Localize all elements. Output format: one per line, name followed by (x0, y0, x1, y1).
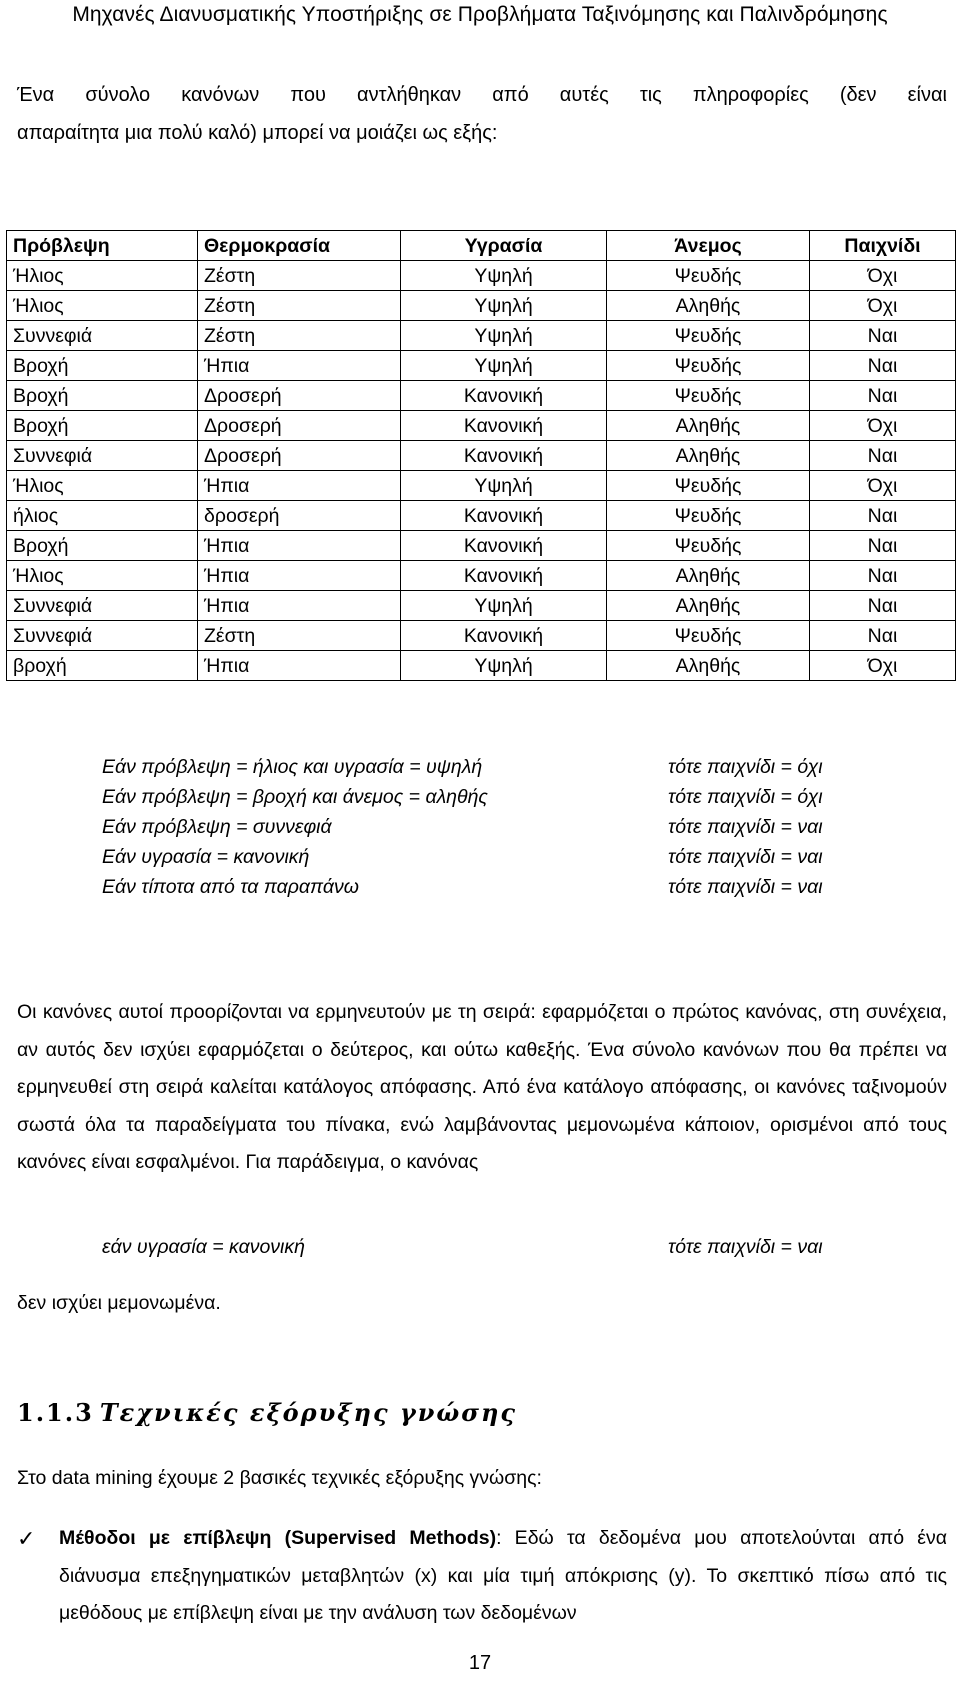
table-cell: Κανονική (401, 621, 607, 651)
bullet-text (59, 1520, 947, 1633)
bullet-lead: Μέθοδοι με επίβλεψη (Supervised Methods) (59, 1527, 497, 1549)
table-cell: Συννεφιά (7, 441, 198, 471)
checkmark-icon: ✓ (17, 1526, 36, 1551)
rule (102, 782, 862, 812)
table-row (7, 561, 956, 591)
table-cell: Ήλιος (7, 261, 198, 291)
table-cell: Υψηλή (401, 261, 607, 291)
table-cell: Βροχή (7, 351, 198, 381)
rule-condition: Εάν υγρασία = κανονική (102, 846, 310, 868)
table-cell: Ψευδής (607, 381, 810, 411)
table-cell: Ναι (810, 621, 956, 651)
table-cell: Αληθής (607, 561, 810, 591)
column-header: Παιχνίδι (810, 231, 956, 261)
table-cell: Υψηλή (401, 351, 607, 381)
table-row (7, 471, 956, 501)
page-header: Μηχανές Διανυσματικής Υποστήριξης σε Προβλήματα Ταξινόμησης και Παλινδρόμησης (72, 3, 888, 26)
rule-list (102, 752, 862, 902)
section-intro: Στο data mining έχουμε 2 βασικές τεχνικές εξόρυξης γνώσης: (17, 1467, 542, 1489)
table-row (7, 441, 956, 471)
table-row (7, 621, 956, 651)
rule-result: τότε παιχνίδι = ναι (668, 846, 823, 868)
rule-condition: Εάν πρόβλεψη = συννεφιά (102, 816, 332, 838)
table-cell: Υψηλή (401, 321, 607, 351)
table-cell: Ζέστη (198, 321, 401, 351)
table-cell: Αληθής (607, 411, 810, 441)
table-cell: Ζέστη (198, 621, 401, 651)
table-cell: Ήλιος (7, 561, 198, 591)
table-row (7, 411, 956, 441)
table-cell: Ήπια (198, 471, 401, 501)
table-cell: Κανονική (401, 411, 607, 441)
table-cell: Ναι (810, 531, 956, 561)
table-cell: Ήπια (198, 531, 401, 561)
table-cell: Υψηλή (401, 471, 607, 501)
rule-condition: Εάν πρόβλεψη = ήλιος και υγρασία = υψηλή (102, 756, 483, 778)
rule (102, 842, 862, 872)
table-cell: Ήλιος (7, 291, 198, 321)
column-header: Άνεμος (607, 231, 810, 261)
table-cell: Συννεφιά (7, 321, 198, 351)
table-cell: Συννεφιά (7, 621, 198, 651)
table-cell: Βροχή (7, 381, 198, 411)
table-cell: Ναι (810, 591, 956, 621)
example-note: δεν ισχύει μεμονωμένα. (17, 1292, 221, 1314)
weather-data-table (6, 230, 956, 681)
rule (102, 752, 862, 782)
table-cell: Ψευδής (607, 531, 810, 561)
table-cell: Ναι (810, 381, 956, 411)
table-header-row (7, 231, 956, 261)
table-cell: Βροχή (7, 411, 198, 441)
rule-result: τότε παιχνίδι = όχι (668, 786, 823, 808)
table-row (7, 351, 956, 381)
bullet-item (17, 1520, 947, 1633)
table-row (7, 591, 956, 621)
table-cell: Ναι (810, 501, 956, 531)
table-cell: Όχι (810, 261, 956, 291)
rule-condition: Εάν πρόβλεψη = βροχή και άνεμος = αληθής (102, 786, 488, 808)
table-cell: Δροσερή (198, 381, 401, 411)
table-cell: Υψηλή (401, 651, 607, 681)
explanation-paragraph: Οι κανόνες αυτοί προορίζονται να ερμηνευτούν με τη σειρά: εφαρμόζεται ο πρώτος κανόνας, στη συνέχεια, αν αυτός δεν ισχύει εφαρμόζεται ο δεύτερος, και ούτω καθεξής. Ένα σύνολο κανόνων που θα πρέπει να ερμηνευθεί στη σειρά καλείται κατάλογος απόφασης. Από ένα κατάλογο απόφασης, οι κανόνες ταξινομούν σωστά όλα τα παραδείγματα του πίνακα, ενώ λαμβάνοντας μεμονωμένα κάποιον, ορισμένοι από τους κανόνες είναι εσφαλμένοι. Για παράδειγμα, ο κανόνας (17, 1001, 947, 1174)
table-cell: Ψευδής (607, 261, 810, 291)
table-cell: δροσερή (198, 501, 401, 531)
table-cell: Ήπια (198, 351, 401, 381)
table-cell: Ψευδής (607, 351, 810, 381)
table-cell: Κανονική (401, 381, 607, 411)
example-rule (102, 1232, 862, 1262)
rule-result: τότε παιχνίδι = ναι (668, 876, 823, 898)
rule (102, 872, 862, 902)
intro-line-2: απαραίτητα μια πολύ καλό) μπορεί να μοιάζει ως εξής: (17, 122, 498, 144)
table-cell: Όχι (810, 411, 956, 441)
table-row (7, 321, 956, 351)
table-cell: Ήπια (198, 651, 401, 681)
table-cell: Ήπια (198, 591, 401, 621)
table-cell: Ναι (810, 351, 956, 381)
section-heading (17, 1398, 517, 1427)
intro-line-1: Ένα σύνολο κανόνων που αντλήθηκαν από αυτές τις πληροφορίες (δεν είναι (17, 84, 947, 106)
table-cell: Ζέστη (198, 291, 401, 321)
table-row (7, 501, 956, 531)
table-cell: Υψηλή (401, 591, 607, 621)
section-number: 1.1.3 (17, 1398, 94, 1427)
example-condition: εάν υγρασία = κανονική (102, 1236, 305, 1258)
table-cell: βροχή (7, 651, 198, 681)
table-cell: Όχι (810, 471, 956, 501)
rule-result: τότε παιχνίδι = όχι (668, 756, 823, 778)
rule-result: τότε παιχνίδι = ναι (668, 816, 823, 838)
table-cell: Ήλιος (7, 471, 198, 501)
table-cell: Κανονική (401, 561, 607, 591)
table-cell: Υψηλή (401, 291, 607, 321)
table-row (7, 291, 956, 321)
table-row (7, 531, 956, 561)
table-cell: Ψευδής (607, 501, 810, 531)
table-cell: Κανονική (401, 441, 607, 471)
table-cell: Αληθής (607, 441, 810, 471)
table-cell: Ψευδής (607, 621, 810, 651)
table-cell: Δροσερή (198, 411, 401, 441)
table-cell: Ναι (810, 561, 956, 591)
bullet-body: : Εδώ τα δεδομένα μου αποτελούνται από ένα διάνυσμα επεξηγηματικών μεταβλητών (x) και μία τιμή απόκρισης (y). Το σκεπτικό πίσω από τις μεθόδους με επίβλεψη είναι με την ανάλυση των δεδομένων (59, 1527, 947, 1625)
column-header: Θερμοκρασία (198, 231, 401, 261)
table-cell: Ναι (810, 321, 956, 351)
rule-condition: Εάν τίποτα από τα παραπάνω (102, 876, 359, 898)
table-cell: Αληθής (607, 591, 810, 621)
table-cell: Ζέστη (198, 261, 401, 291)
table-cell: Όχι (810, 651, 956, 681)
table-row (7, 651, 956, 681)
table-cell: Κανονική (401, 531, 607, 561)
section-title: Τεχνικές εξόρυξης γνώσης (99, 1398, 518, 1427)
example-result: τότε παιχνίδι = ναι (668, 1236, 823, 1258)
table-row (7, 261, 956, 291)
table-cell: Ναι (810, 441, 956, 471)
table-row (7, 381, 956, 411)
table-cell: Όχι (810, 291, 956, 321)
table-cell: Δροσερή (198, 441, 401, 471)
table-cell: Ψευδής (607, 471, 810, 501)
column-header: Υγρασία (401, 231, 607, 261)
table-cell: Αληθής (607, 291, 810, 321)
page-number: 17 (468, 1652, 492, 1674)
table-cell: ήλιος (7, 501, 198, 531)
table-cell: Βροχή (7, 531, 198, 561)
table-cell: Ψευδής (607, 321, 810, 351)
column-header: Πρόβλεψη (7, 231, 198, 261)
rule (102, 812, 862, 842)
table-cell: Κανονική (401, 501, 607, 531)
table-cell: Αληθής (607, 651, 810, 681)
table-cell: Ήπια (198, 561, 401, 591)
table-cell: Συννεφιά (7, 591, 198, 621)
intro-text (17, 76, 947, 152)
